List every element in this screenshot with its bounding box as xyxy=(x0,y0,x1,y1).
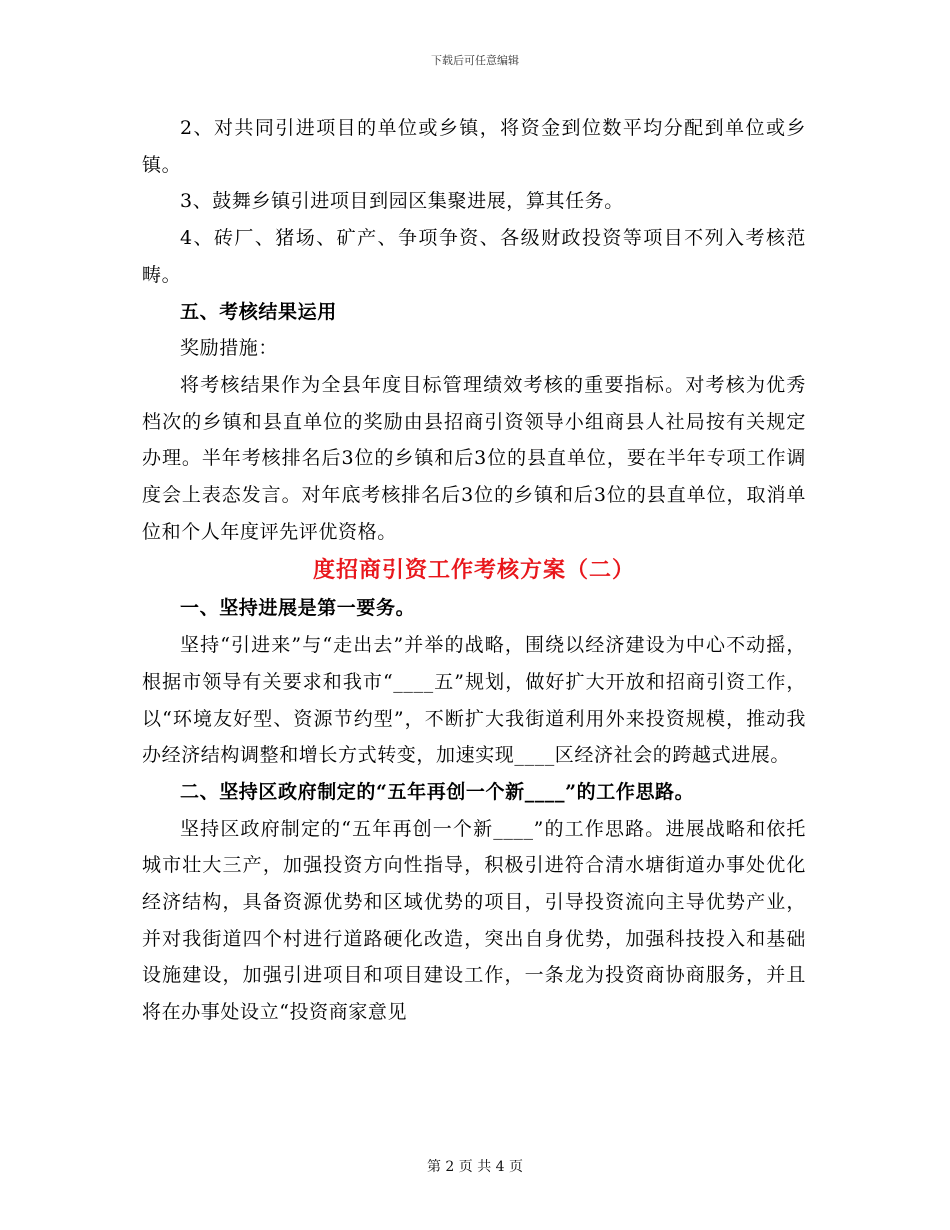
heading-section-1: 一、坚持进展是第一要务。 xyxy=(180,597,416,620)
paragraph-reward-label: 奖励措施： xyxy=(180,337,279,360)
paragraph-item-2: 2、对共同引进项目的单位或乡镇，将资金到位数平均分配到单位或乡镇。 xyxy=(142,117,806,176)
paragraph-item-3: 3、鼓舞乡镇引进项目到园区集聚进展，算其任务。 xyxy=(180,190,624,213)
paragraph-strategy: 坚持“引进来”与“走出去”并举的战略，围绕以经济建设为中心不动摇，根据市领导有关要求和我市“____五”规划，做好扩大开放和招商引资工作，以“环境友好型、资源节约型”，不断扩大我街道利用外来投资规模，推动我办经济结构调整和增长方式转变，加速实现____区经济社会的跨越式进展。 xyxy=(142,634,806,767)
page-number: 第 2 页 共 4 页 xyxy=(426,1159,524,1175)
paragraph-item-4: 4、砖厂、猪场、矿产、争项争资、各级财政投资等项目不列入考核范畴。 xyxy=(142,227,806,286)
section-title: 度招商引资工作考核方案（二） xyxy=(312,557,635,584)
heading-section-2: 二、坚持区政府制定的“五年再创一个新____”的工作思路。 xyxy=(180,780,695,803)
paragraph-reward-measures: 将考核结果作为全县年度目标管理绩效考核的重要指标。对考核为优秀档次的乡镇和县直单位的奖励由县招商引资领导小组商县人社局按有关规定办理。半年考核排名后3位的乡镇和后3位的县直单位，要在半年专项工作调度会上表态发言。对年底考核排名后3位的乡镇和后3位的县直单位，取消单位和个人年度评先评优资格。 xyxy=(142,373,806,543)
document-body xyxy=(142,110,806,1031)
header-note: 下载后可任意编辑 xyxy=(431,54,519,67)
paragraph-work-approach: 坚持区政府制定的“五年再创一个新____”的工作思路。进展战略和依托城市壮大三产，加强投资方向性指导，积极引进符合清水塘街道办事处优化经济结构，具备资源优势和区域优势的项目，引导投资流向主导优势产业，并对我街道四个村进行道路硬化改造，突出自身优势，加强科技投入和基础设施建设，加强引进项目和项目建设工作，一条龙为投资商协商服务，并且将在办事处设立“投资商家意见 xyxy=(142,817,806,1024)
heading-section-5: 五、考核结果运用 xyxy=(180,300,337,323)
